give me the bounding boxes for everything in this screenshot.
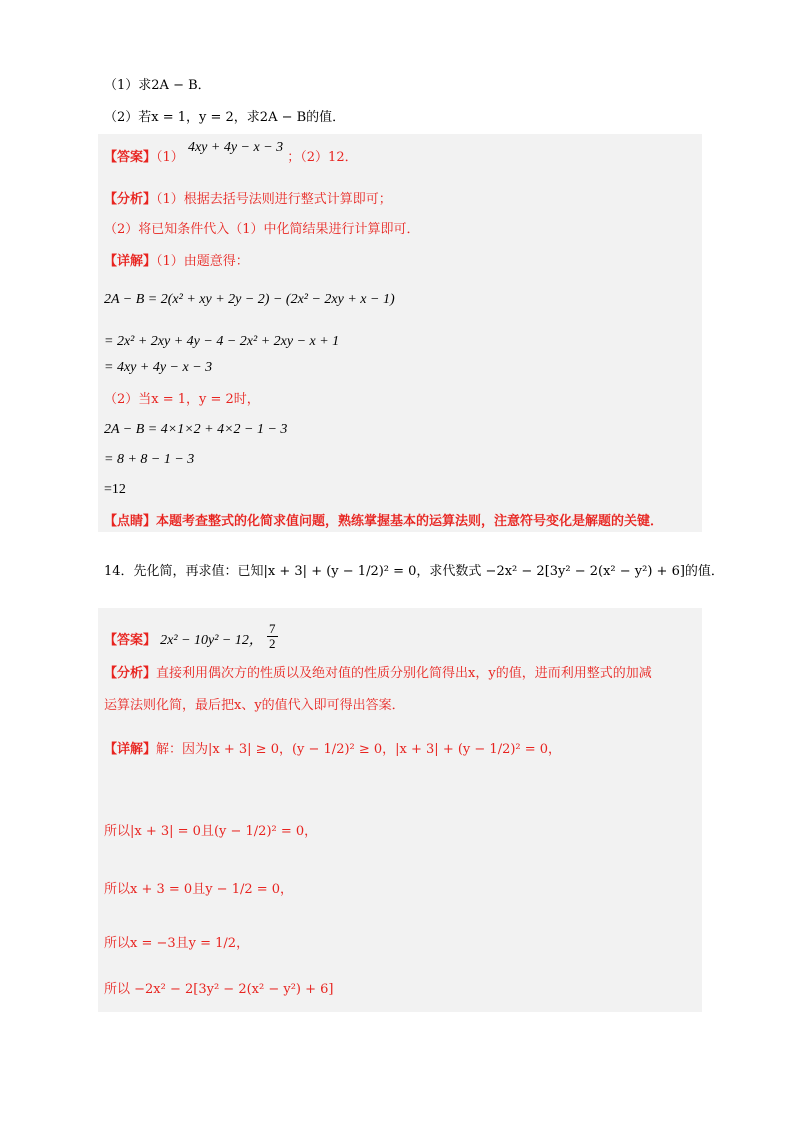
analysis-2-line-2: 运算法则化简，最后把x、y的值代入即可得出答案． [104,698,405,713]
step-4: 所以 −2x² − 2[3y² − 2(x² − y²) + 6] [104,982,334,997]
fraction-numerator: 7 [269,621,276,636]
math-line-4: 2A − B = 4×1×2 + 4×2 − 1 − 3 [104,422,288,437]
analysis-tag-2: 【分析】 [104,666,157,681]
answer-tail: ；（2）12． [287,150,358,165]
question-part-1: （1）求2A − B． [104,78,211,93]
comment-text: 本题考查整式的化简求值问题，熟练掌握基本的运算法则，注意符号变化是解题的关键． [156,514,664,529]
answer-expression-2: 2x² − 10y² − 12， [160,633,263,648]
question-14: 14．先化简，再求值：已知|x + 3| + (y − 1/2)² = 0，求代数式 −2x² − 2[3y² − 2(x² − y²) + 6]的值． [104,564,724,579]
detail-text: （1）由题意得： [156,254,249,269]
math-line-3: = 4xy + 4y − x − 3 [104,360,213,375]
step-2: 所以x + 3 = 0且y − 1/2 = 0， [104,882,294,897]
analysis-1 [104,190,392,210]
comment-1 [104,512,663,532]
when-line: （2）当x = 1，y = 2时， [104,392,260,407]
answer-expression: 4xy + 4y − x − 3 [187,140,284,155]
detail-tag-2: 【详解】 [104,742,157,757]
step-3: 所以x = −3且y = 1/2， [104,936,250,951]
analysis-2 [104,664,652,684]
detail-2 [104,740,561,760]
question-part-2: （2）若x = 1，y = 2，求2A − B的值． [104,110,346,125]
math-line-6: =12 [104,482,126,497]
detail-text-2: 解：因为|x + 3| ≥ 0，(y − 1/2)² ≥ 0，|x + 3| + (y − 1/2)² = 0， [156,742,562,757]
fraction-denominator: 2 [269,636,276,651]
step-1: 所以|x + 3| = 0且(y − 1/2)² = 0， [104,824,318,839]
analysis-tag: 【分析】 [104,192,157,207]
answer-tag: 【答案】 [104,150,157,165]
answer-tag-2: 【答案】 [104,633,157,648]
analysis-text: （1）根据去括号法则进行整式计算即可； [156,192,392,207]
analysis-text-2: 直接利用偶次方的性质以及绝对值的性质分别化简得出x，y的值，进而利用整式的加减 [156,666,652,681]
math-line-1: 2A − B = 2(x² + xy + 2y − 2) − (2x² − 2xy + x − 1) [104,292,395,307]
comment-tag: 【点睛】 [104,514,157,529]
math-line-5: = 8 + 8 − 1 − 3 [104,452,195,467]
answer-2 [104,621,278,655]
analysis-1-line-2: （2）将已知条件代入（1）中化简结果进行计算即可． [104,222,420,237]
answer-part: （1） [156,150,184,165]
answer-fraction [267,622,278,651]
math-line-2: = 2x² + 2xy + 4y − 4 − 2x² + 2xy − x + 1 [104,334,340,349]
detail-tag: 【详解】 [104,254,157,269]
detail-1 [104,252,249,272]
answer-1 [104,140,358,168]
